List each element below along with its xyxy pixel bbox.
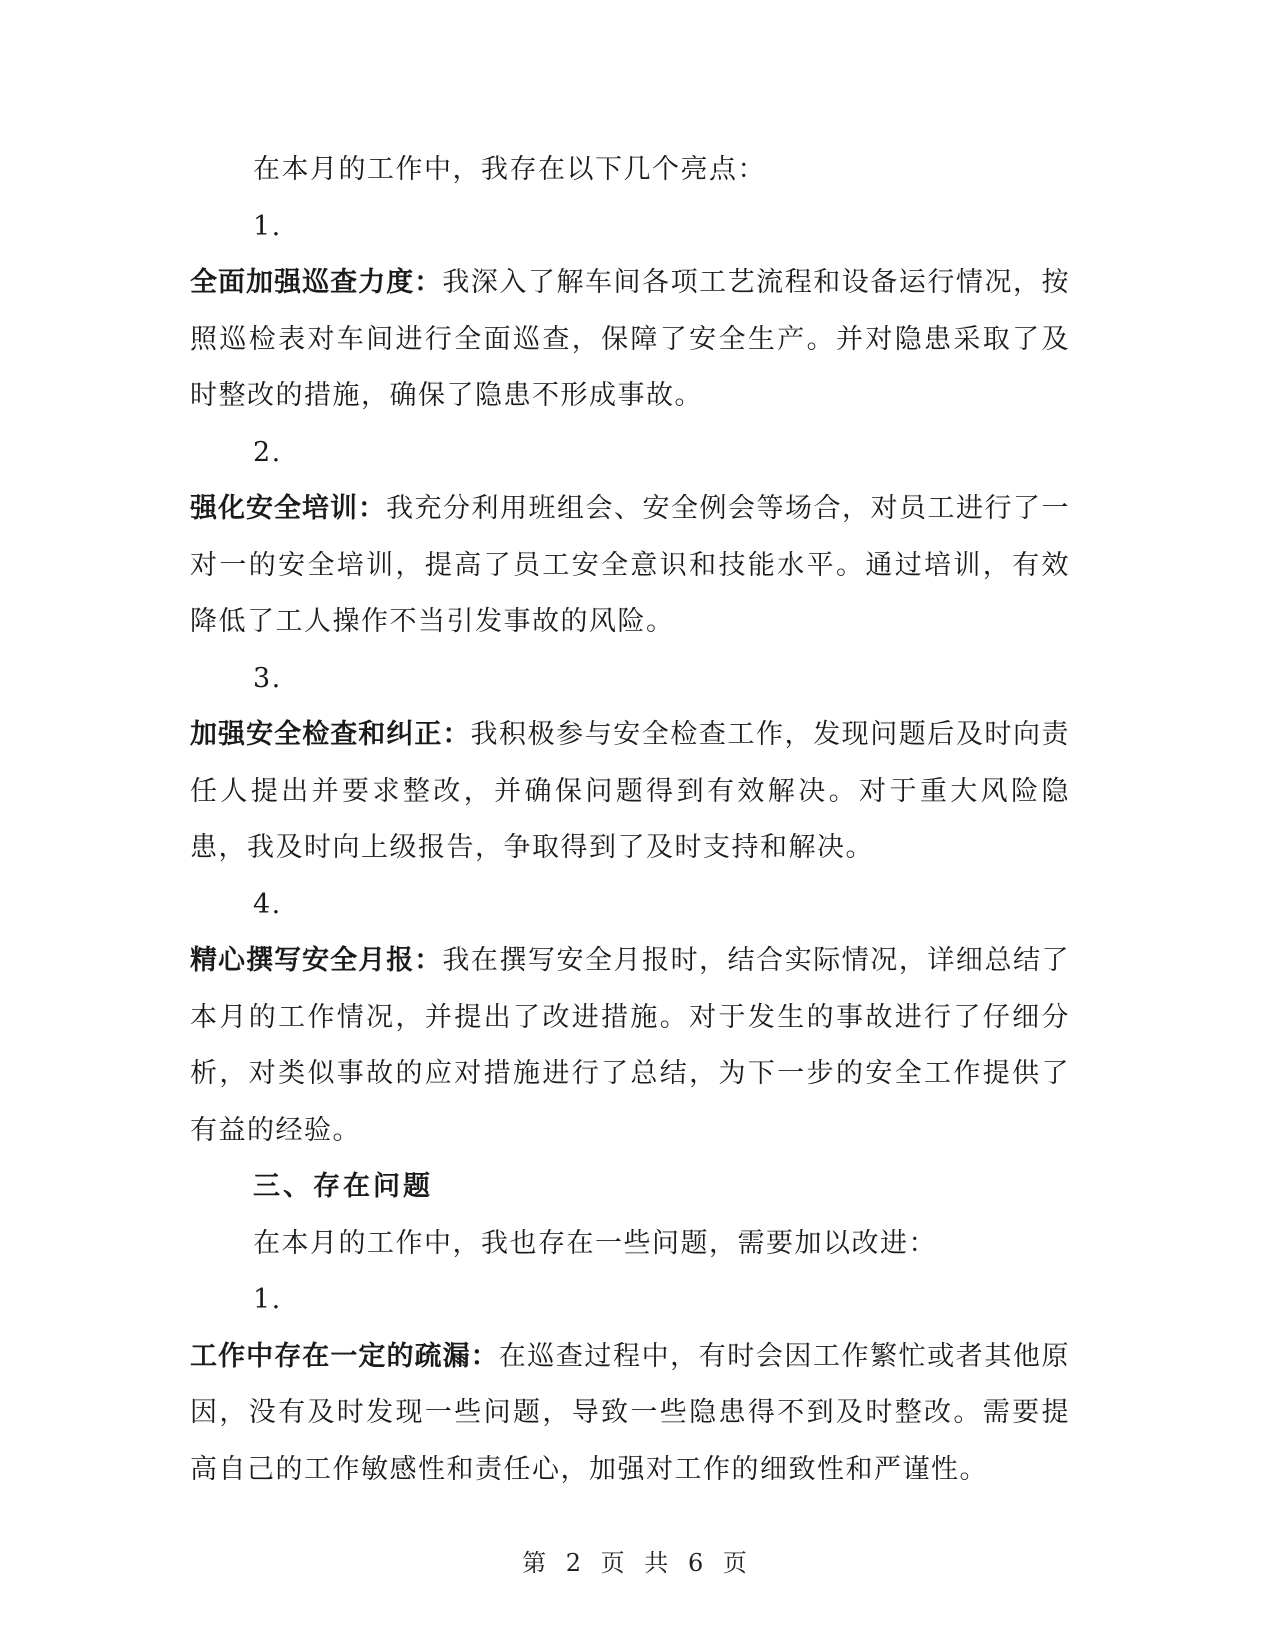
section-heading-problems: 三、存在问题	[253, 1171, 433, 1202]
problem-number: 1.	[253, 1284, 282, 1315]
highlight-number: 3.	[253, 662, 282, 694]
highlight-number: 2.	[253, 436, 282, 468]
highlight-text: 我在撰写安全月报时，结合实际情况，详细总结了本月的工作情况，并提出了改进措施。对于发生的事故进行了仔细分析，对类似事故的应对措施进行了总结，为下一步的安全工作提供了有益的经验。	[190, 945, 1071, 1146]
highlight-paragraph	[190, 255, 1070, 425]
highlight-number: 1.	[253, 210, 282, 242]
highlight-number: 4.	[253, 888, 282, 920]
highlight-title: 强化安全培训：	[190, 493, 386, 524]
problem-paragraph	[190, 1329, 1070, 1499]
highlight-paragraph	[190, 707, 1070, 877]
highlights-intro: 在本月的工作中，我存在以下几个亮点：	[253, 154, 766, 185]
highlight-text: 我充分利用班组会、安全例会等场合，对员工进行了一对一的安全培训，提高了员工安全意识和技能水平。通过培训，有效降低了工人操作不当引发事故的风险。	[190, 493, 1070, 637]
highlight-text: 我深入了解车间各项工艺流程和设备运行情况，按照巡检表对车间进行全面巡查，保障了安全生产。并对隐患采取了及时整改的措施，确保了隐患不形成事故。	[190, 267, 1071, 411]
page-footer: 第 2 页 共 6 页	[522, 1549, 753, 1577]
highlight-paragraph	[190, 933, 1070, 1159]
highlight-paragraph	[190, 481, 1070, 651]
problem-text: 在巡查过程中，有时会因工作繁忙或者其他原因，没有及时发现一些问题，导致一些隐患得不到及时整改。需要提高自己的工作敏感性和责任心，加强对工作的细致性和严谨性。	[190, 1340, 1071, 1485]
document-body	[190, 142, 1070, 1498]
highlight-title: 全面加强巡查力度：	[190, 267, 443, 298]
problems-intro: 在本月的工作中，我也存在一些问题，需要加以改进：	[253, 1227, 937, 1259]
problem-title: 工作中存在一定的疏漏：	[190, 1340, 499, 1372]
highlight-title: 精心撰写安全月报：	[190, 945, 443, 976]
highlight-text: 我积极参与安全检查工作，发现问题后及时向责任人提出并要求整改，并确保问题得到有效解决。对于重大风险隐患，我及时向上级报告，争取得到了及时支持和解决。	[190, 719, 1070, 863]
highlight-title: 加强安全检查和纠正：	[190, 719, 471, 750]
